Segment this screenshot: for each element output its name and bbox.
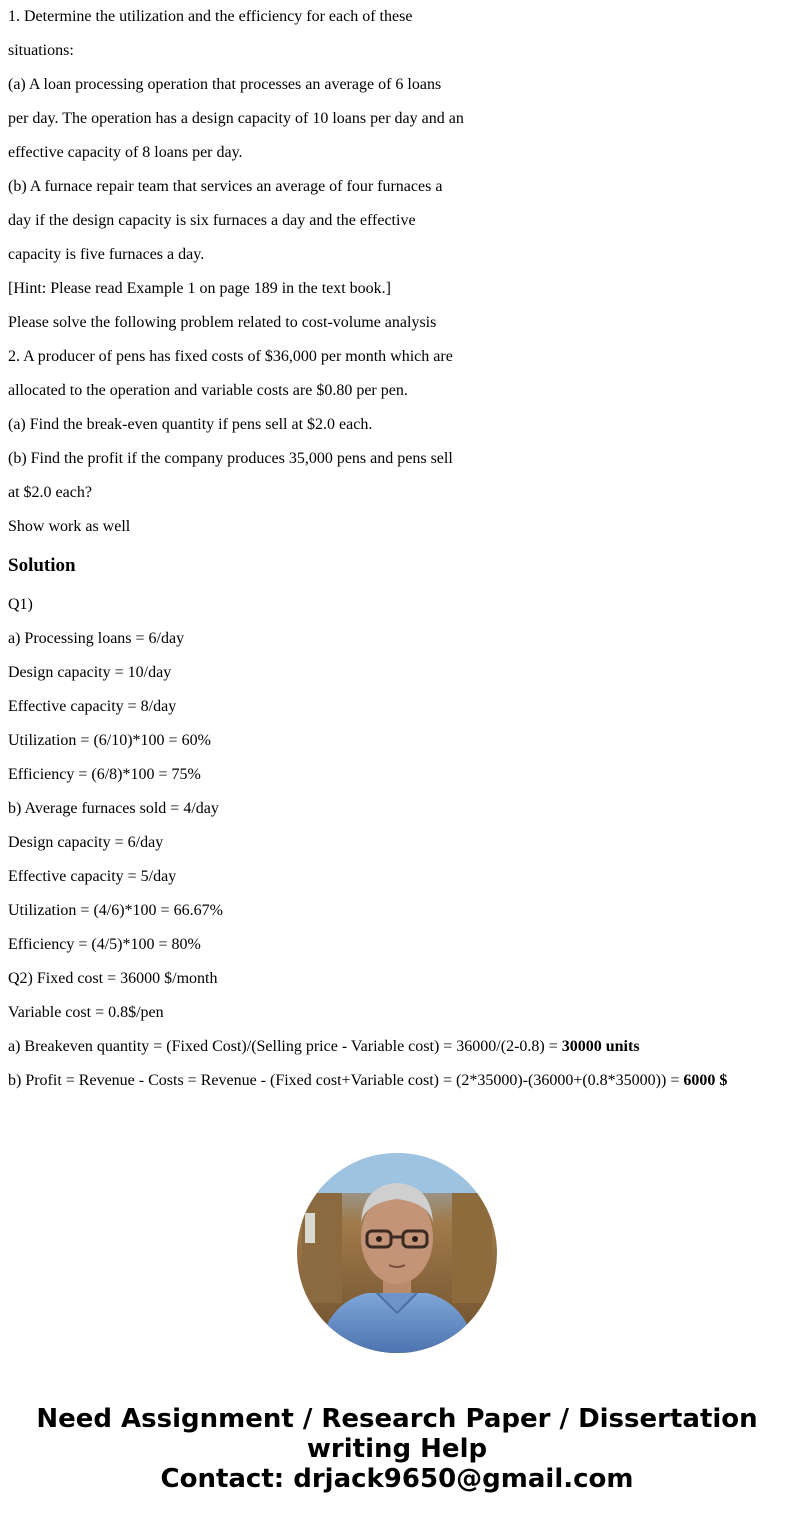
- question-line: day if the design capacity is six furnaces a day and the effective: [8, 212, 416, 229]
- answer-a-text: a) Breakeven quantity = (Fixed Cost)/(Selling price - Variable cost) = 36000/(2-0.8) =: [8, 1038, 562, 1055]
- question-line: [Hint: Please read Example 1 on page 189 in the text book.]: [8, 280, 392, 297]
- document-body: [8, 0, 786, 1098]
- solution-line: Utilization = (6/10)*100 = 60%: [8, 732, 211, 749]
- avatar-portrait-image: [297, 1153, 497, 1353]
- question-line: situations:: [8, 42, 74, 59]
- solution-line: a) Processing loans = 6/day: [8, 630, 185, 647]
- question-line: (b) A furnace repair team that services an average of four furnaces a: [8, 178, 443, 195]
- solution-line: Efficiency = (6/8)*100 = 75%: [8, 766, 201, 783]
- answer-b-text: b) Profit = Revenue - Costs = Revenue - (Fixed cost+Variable cost) = (2*35000)-(36000+(0.8*35000)) =: [8, 1072, 684, 1089]
- footer-line: writing Help: [306, 1434, 488, 1464]
- solution-line: Variable cost = 0.8$/pen: [8, 1004, 164, 1021]
- question-line: (a) A loan processing operation that processes an average of 6 loans: [8, 76, 442, 93]
- question-line: at $2.0 each?: [8, 484, 92, 501]
- question-line: (b) Find the profit if the company produces 35,000 pens and pens sell: [8, 450, 453, 467]
- question-line: per day. The operation has a design capacity of 10 loans per day and an: [8, 110, 464, 127]
- answer-a-result: 30000 units: [561, 1038, 640, 1055]
- answer-b-line: [8, 1064, 786, 1098]
- question-line: Show work as well: [8, 518, 131, 535]
- solution-line: Utilization = (4/6)*100 = 66.67%: [8, 902, 223, 919]
- solution-line: Effective capacity = 8/day: [8, 698, 177, 715]
- solution-line: Design capacity = 10/day: [8, 664, 172, 681]
- solution-line: Q2) Fixed cost = 36000 $/month: [8, 970, 218, 987]
- solution-line: Q1): [8, 596, 33, 613]
- solution-line: Effective capacity = 5/day: [8, 868, 177, 885]
- question-line: (a) Find the break-even quantity if pens sell at $2.0 each.: [8, 416, 373, 433]
- footer-banner: [0, 1404, 794, 1494]
- solution-line: Design capacity = 6/day: [8, 834, 164, 851]
- answer-a-line: [8, 1030, 786, 1064]
- question-line: effective capacity of 8 loans per day.: [8, 144, 243, 161]
- solution-line: Efficiency = (4/5)*100 = 80%: [8, 936, 201, 953]
- avatar: [297, 1153, 497, 1353]
- footer-contact: Contact: drjack9650@gmail.com: [160, 1464, 634, 1494]
- question-line: capacity is five furnaces a day.: [8, 246, 205, 263]
- solution-heading: Solution: [8, 555, 76, 576]
- answer-b-result: 6000 $: [683, 1072, 728, 1089]
- solution-block: [8, 588, 786, 1098]
- question-block: [8, 0, 786, 544]
- solution-line: b) Average furnaces sold = 4/day: [8, 800, 219, 817]
- question-line: Please solve the following problem related to cost-volume analysis: [8, 314, 437, 331]
- question-line: allocated to the operation and variable costs are $0.80 per pen.: [8, 382, 408, 399]
- question-line: 2. A producer of pens has fixed costs of $36,000 per month which are: [8, 348, 453, 365]
- question-line: 1. Determine the utilization and the efficiency for each of these: [8, 8, 413, 25]
- footer-line: Need Assignment / Research Paper / Dissertation: [36, 1404, 758, 1434]
